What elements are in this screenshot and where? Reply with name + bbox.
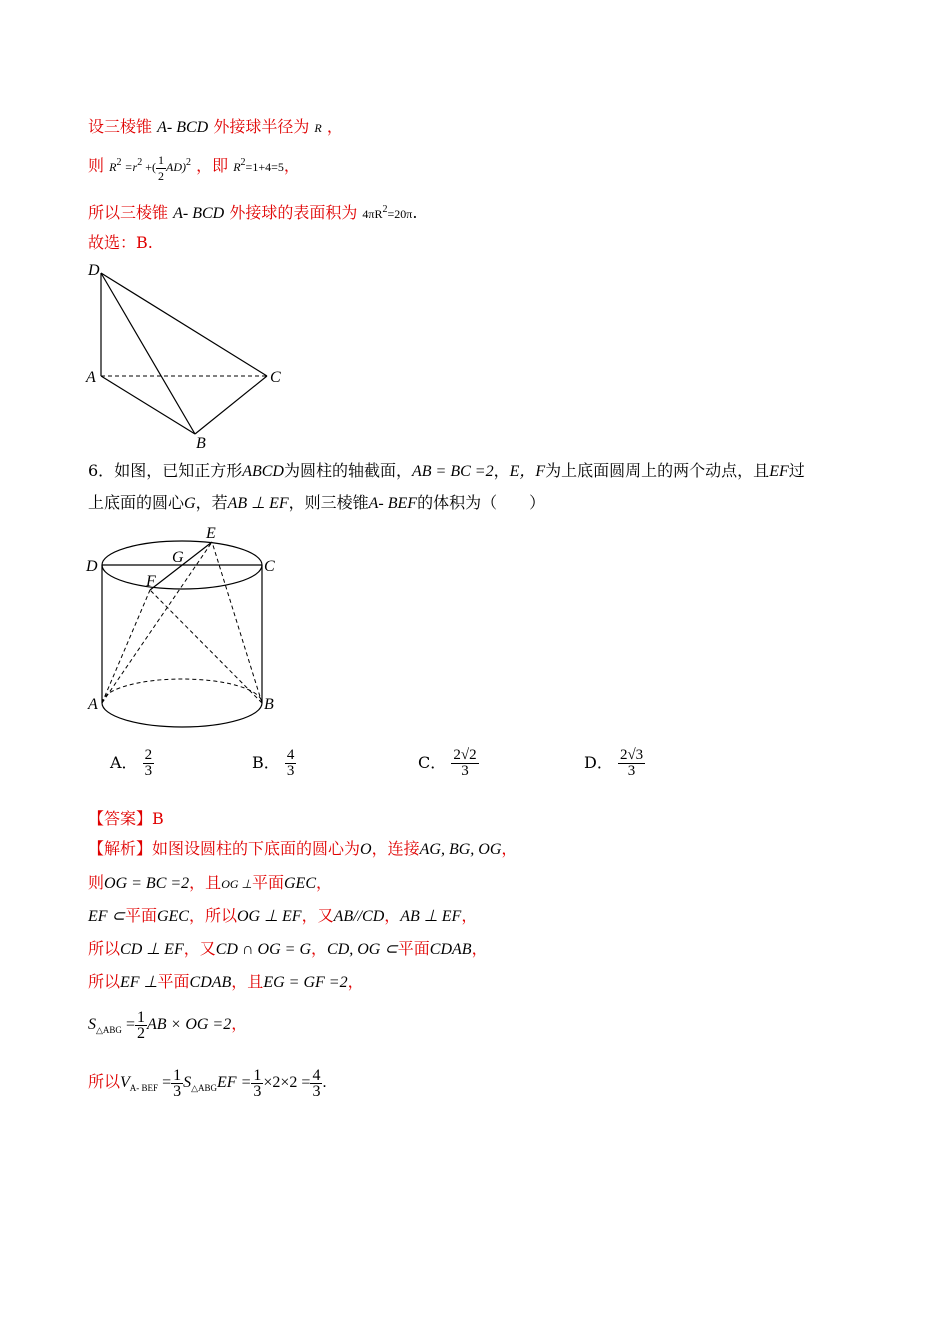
frac-num: 1 [136,1009,145,1026]
figure-cylinder [80,520,300,735]
text: 所以 [88,939,121,958]
solution-line-7 [88,1068,326,1099]
option-label: C． [418,753,447,772]
frac-num: 2√2 [453,747,477,763]
fraction [156,153,166,184]
math: R [109,160,117,174]
math: G [184,495,196,512]
question-number: 6． [88,461,115,480]
label-C: C [264,558,275,575]
text: 为圆柱的轴截面， [283,461,412,480]
math: EF ⊥ [120,974,158,991]
text: ，且 [189,873,222,892]
option-a[interactable] [110,748,154,779]
option-d[interactable] [584,748,645,779]
text: 如图设圆柱的下底面的圆心为 [152,839,361,858]
text: 平面 [397,939,430,958]
text: 平面 [251,873,284,892]
question-line-2 [88,492,545,515]
text: 外接球半径为 [213,117,310,136]
math: ABCD [242,463,284,480]
text: ，则三棱锥 [288,493,369,512]
text: ，且 [231,972,264,991]
text: ，即 [196,156,229,175]
math-sub: A- BEF [129,1083,159,1094]
text: 上底面的圆心 [88,493,185,512]
math: EF ⊂ [88,908,125,925]
solution-line-6 [88,1010,247,1041]
frac-den: 3 [253,1083,262,1100]
prev-answer: 故选：B. [88,233,153,252]
frac-den: 3 [461,763,469,779]
math: AB ⊥ EF [227,495,289,512]
text: ， [493,461,510,480]
fraction [310,1068,322,1099]
text: ，连接 [371,839,420,858]
text: 外接球的表面积为 [229,203,358,222]
math: CDAB [429,941,472,958]
prev-solution-line-1 [88,116,343,139]
solution-line-5 [88,971,364,994]
solution-line-3 [88,905,477,928]
math: =r [124,160,138,174]
text: ， [311,939,328,958]
math: EG = GF =2 [263,974,348,991]
math-sub: △ABG [191,1083,218,1094]
fraction [171,1068,183,1099]
frac-num: 1 [253,1067,262,1084]
text: 则 [88,156,105,175]
option-c[interactable] [418,748,479,779]
frac-num: 2√3 [619,747,644,763]
math: E，F [509,463,546,480]
question-line-1 [88,460,805,483]
math: AB//CD [333,908,385,925]
text: ， [316,873,333,892]
label-B: B [264,696,274,713]
text: ， [347,972,364,991]
math: CD ∩ OG = G [215,941,311,958]
frac-den: 3 [144,763,153,779]
frac-den: 3 [286,763,295,779]
math: ×2×2 = [263,1074,311,1092]
math: R [233,160,241,174]
text: 所以三棱锥 [88,203,169,222]
text: 为上底面圆周上的两个动点，且 [545,461,770,480]
math: R [314,121,322,135]
math: CDAB [189,974,232,991]
fraction [135,1010,147,1041]
math: AG, BG, OG [419,841,502,858]
math: =1+4=5 [245,160,284,174]
text: ， [471,939,488,958]
prev-solution-line-3: 所以三棱锥 A- BCD 外接球的表面积为 $4\pi R^2=20\pi$. [88,203,418,222]
option-fraction [285,748,297,779]
frac-num: 1 [173,1067,182,1084]
math-sub: △ABG [96,1025,122,1036]
text: 平面 [157,972,190,991]
solution-line-4 [88,938,488,961]
frac-den: 2 [158,168,164,183]
frac-num: 1 [158,152,164,167]
figure-tetrahedron [80,258,300,453]
fraction [251,1068,263,1099]
text: 过 [788,461,805,480]
math: = [162,1074,172,1092]
math: OG ⊥ [221,877,252,891]
text: 所以 [88,972,121,991]
label-B: B [196,435,206,452]
option-label: B． [252,753,280,772]
label-G: G [172,549,184,566]
prev-solution-line-2: 则 $R^2 =r^2$ +( $\frac{1}{2}$ AD)$^2$ ，即 $R^2=1+4=5$， [88,152,300,183]
label-C: C [270,369,281,386]
label-D: D [88,262,100,279]
math: CD ⊥ EF [120,941,184,958]
option-fraction [618,748,645,779]
text: 【解析】 [88,839,153,858]
math: GEC [156,908,189,925]
text: 设三棱锥 [88,117,153,136]
solution-line-2 [88,872,332,895]
frac-den: 3 [627,763,636,779]
option-b[interactable] [252,748,296,779]
math: A- BEF [368,495,418,512]
text: ， [501,839,518,858]
math: AB = BC =2 [412,463,494,480]
text: ，又 [301,906,334,925]
option-fraction [143,748,155,779]
label-F: F [146,573,156,590]
option-label: D． [584,753,613,772]
text: 平面 [124,906,157,925]
math: EF [769,463,789,480]
label-E: E [206,525,216,542]
text: ，又 [183,939,216,958]
math: O [360,841,372,858]
answer-tag: 【答案】B [88,809,164,828]
text: 所以 [88,1072,121,1092]
label-A: A [88,696,98,713]
math: AB ⊥ EF [400,908,462,925]
text: ，所以 [188,906,237,925]
math: A- BCD [173,205,225,222]
math: S [88,1016,96,1034]
option-fraction [451,748,478,779]
text: ， [283,156,300,175]
math: A- BCD [157,119,209,136]
math: GEC [284,875,316,892]
frac-num: 2 [144,747,153,763]
text: ， [461,906,478,925]
text: 的体积为（ ） [417,493,546,512]
frac-num: 4 [312,1067,321,1084]
math: OG = BC =2 [104,875,190,892]
solution-line-1 [88,838,517,861]
frac-num: 4 [286,747,295,763]
math: =20π [387,207,413,221]
math: +( [145,160,156,174]
text: 则 [88,873,105,892]
math: OG ⊥ EF [236,908,302,925]
frac-den: 2 [136,1025,145,1042]
math: AB × OG =2 [146,1016,232,1034]
text: ，若 [195,493,228,512]
label-A: A [86,369,96,386]
option-label: A． [110,753,138,772]
frac-den: 3 [312,1083,321,1100]
text: ， [384,906,401,925]
math: EF = [217,1074,252,1092]
text: ， [231,1014,248,1034]
math: CD, OG ⊂ [327,941,398,958]
text: 如图，已知正方形 [114,461,243,480]
label-D: D [86,558,98,575]
math: 4πR [362,207,383,221]
math: = [125,1016,135,1034]
text: . [412,203,418,222]
math: AD) [166,160,186,174]
math: S [183,1074,192,1092]
math: V [120,1074,130,1092]
text: ， [326,117,343,136]
math: . [322,1074,327,1092]
frac-den: 3 [173,1083,182,1100]
